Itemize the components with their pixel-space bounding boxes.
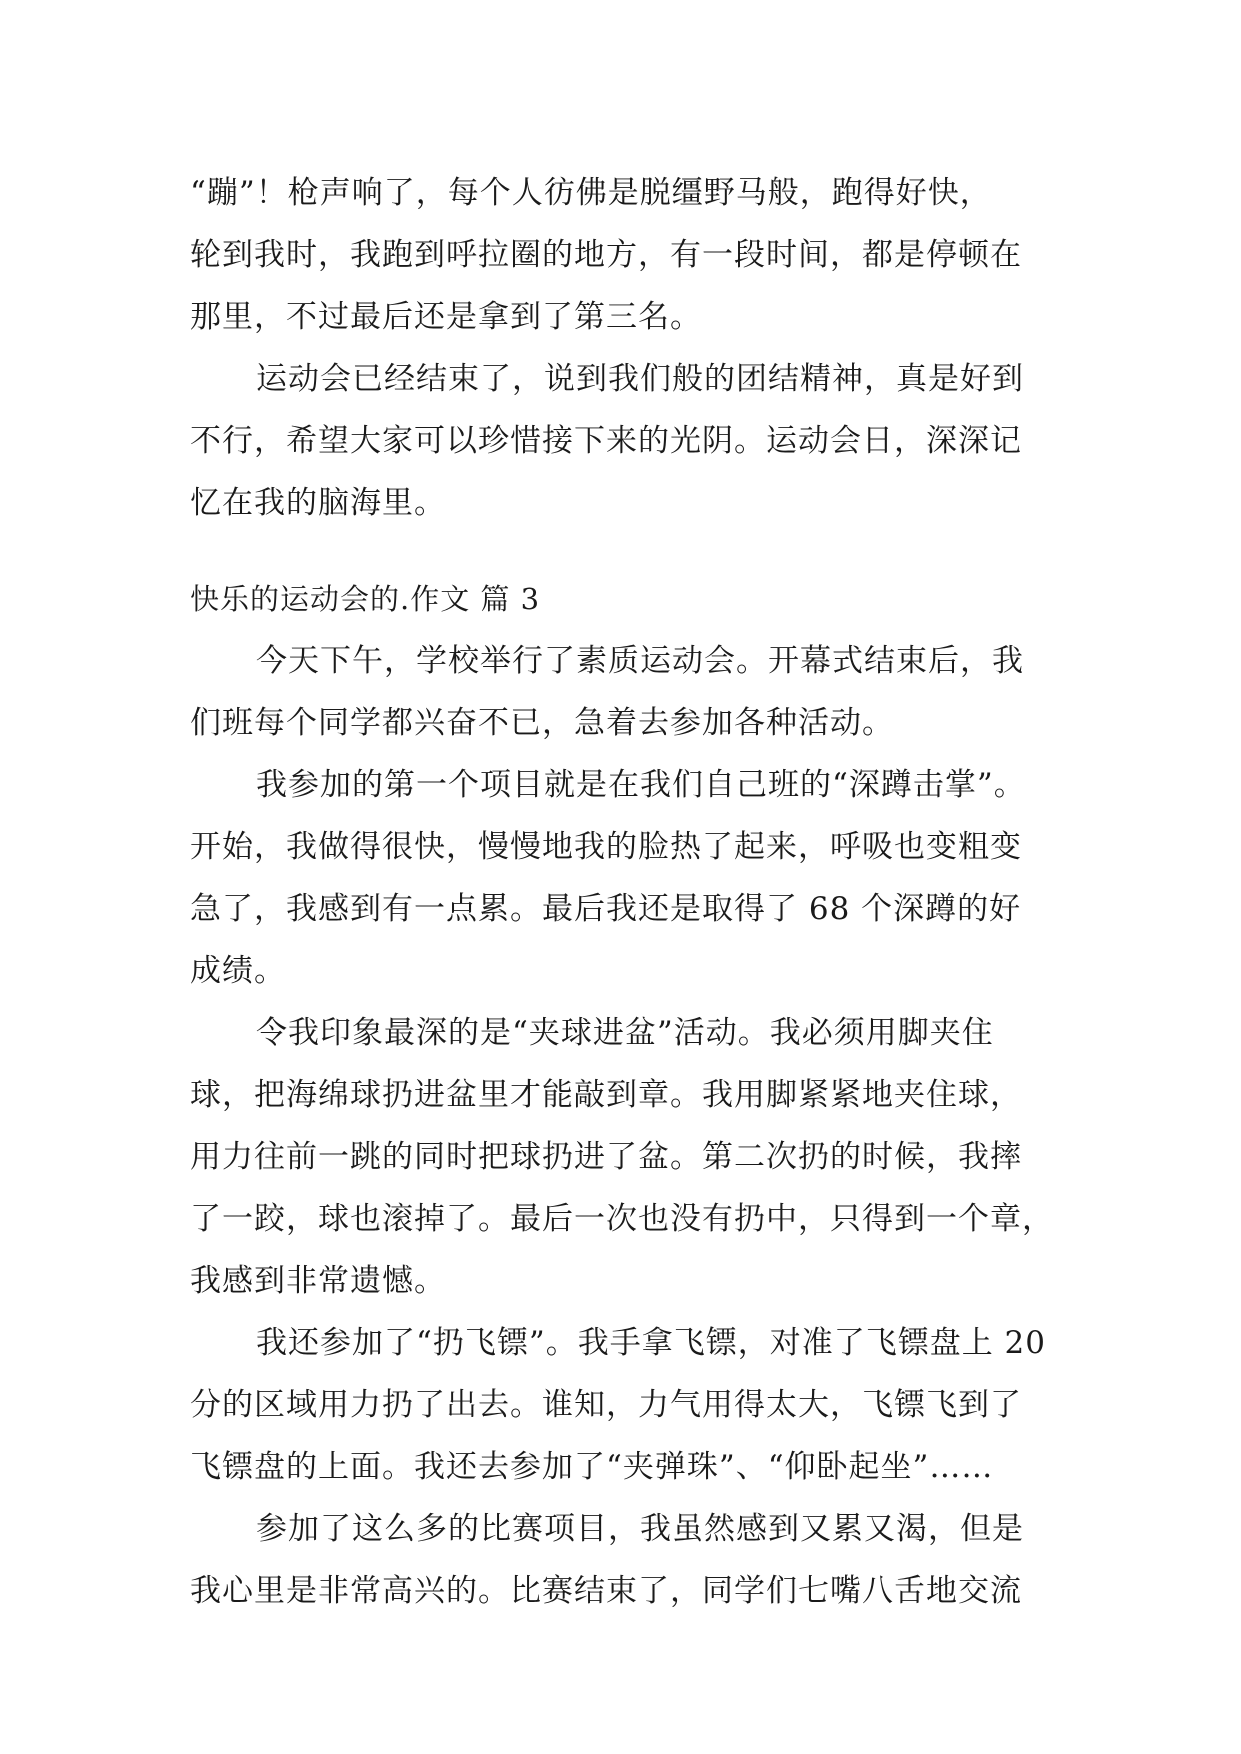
- text-line: 了一跤，球也滚掉了。最后一次也没有扔中，只得到一个章，: [190, 1201, 1054, 1237]
- text-line: 我还参加了“扔飞镖”。我手拿飞镖，对准了飞镖盘上 20: [256, 1325, 1046, 1361]
- text-line: 分的区域用力扔了出去。谁知，力气用得太大，飞镖飞到了: [190, 1387, 1022, 1423]
- paragraph-conclusion: [190, 348, 1070, 534]
- paragraph-3: [190, 1002, 1070, 1312]
- text-line: 用力往前一跳的同时把球扔进了盆。第二次扔的时候，我摔: [190, 1139, 1022, 1175]
- text-line: 我感到非常遗憾。: [190, 1263, 446, 1299]
- text-line: 忆在我的脑海里。: [190, 485, 446, 521]
- text-line: 们班每个同学都兴奋不已，急着去参加各种活动。: [190, 705, 894, 741]
- text-line: 急了，我感到有一点累。最后我还是取得了 68 个深蹲的好: [190, 891, 1022, 927]
- article-heading: 快乐的运动会的.作文 篇 3: [190, 582, 541, 616]
- text-line: 不行，希望大家可以珍惜接下来的光阴。运动会日，深深记: [190, 423, 1022, 459]
- text-line: 运动会已经结束了，说到我们般的团结精神，真是好到: [256, 361, 1024, 397]
- document-body: [190, 162, 1070, 1622]
- text-line: 飞镖盘的上面。我还去参加了“夹弹珠”、“仰卧起坐”……: [190, 1449, 994, 1485]
- paragraph-starting-gun: [190, 162, 1070, 348]
- text-line: 球，把海绵球扔进盆里才能敲到章。我用脚紧紧地夹住球，: [190, 1077, 1022, 1113]
- text-line: 轮到我时，我跑到呼拉圈的地方，有一段时间，都是停顿在: [190, 237, 1022, 273]
- text-line: 令我印象最深的是“夹球进盆”活动。我必须用脚夹住: [256, 1015, 994, 1051]
- text-line: 我心里是非常高兴的。比赛结束了，同学们七嘴八舌地交流: [190, 1573, 1022, 1609]
- text-line: 成绩。: [190, 953, 286, 989]
- paragraph-1: [190, 630, 1070, 754]
- text-line: 今天下午，学校举行了素质运动会。开幕式结束后，我: [256, 643, 1024, 679]
- text-line: 参加了这么多的比赛项目，我虽然感到又累又渴，但是: [256, 1511, 1024, 1547]
- text-line: 开始，我做得很快，慢慢地我的脸热了起来，呼吸也变粗变: [190, 829, 1022, 865]
- text-line: 我参加的第一个项目就是在我们自己班的“深蹲击掌”。: [256, 767, 1026, 803]
- paragraph-4: [190, 1312, 1070, 1498]
- text-line: “蹦”！枪声响了，每个人彷佛是脱缰野马般，跑得好快，: [190, 175, 992, 211]
- text-line: 那里，不过最后还是拿到了第三名。: [190, 299, 702, 335]
- paragraph-5: [190, 1498, 1070, 1622]
- paragraph-2: [190, 754, 1070, 1002]
